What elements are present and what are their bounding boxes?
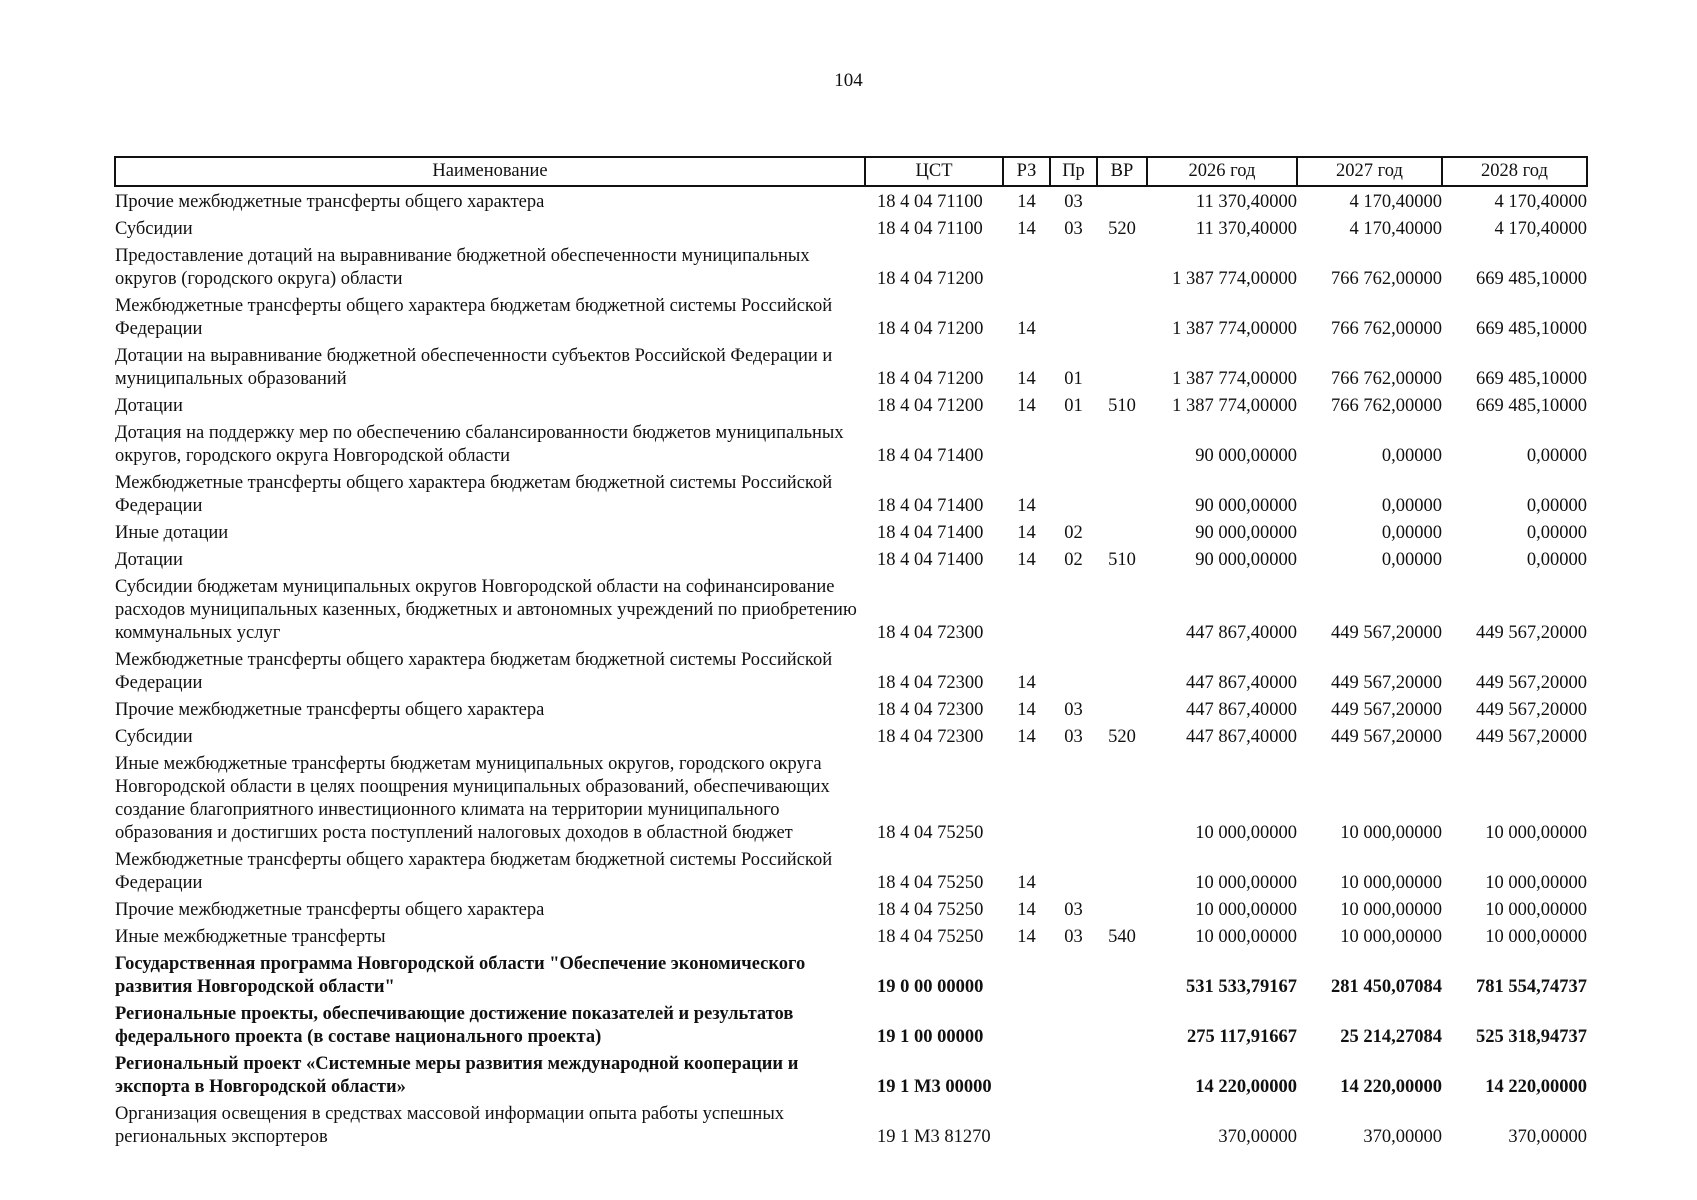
row-value-2028: 669 485,10000 [1476, 269, 1587, 289]
row-value-2027: 0,00000 [1381, 523, 1442, 543]
row-value-2027: 10 000,00000 [1340, 927, 1442, 947]
row-pr [1050, 572, 1097, 645]
table-row [115, 949, 1587, 999]
row-value-2028: 4 170,40000 [1494, 192, 1587, 212]
row-value-2027: 766 762,00000 [1331, 319, 1442, 339]
row-rz: 14 [1017, 369, 1036, 389]
row-value-2026: 531 533,79167 [1186, 977, 1297, 997]
table-row [115, 391, 1587, 418]
row-pr: 03 [1064, 192, 1083, 212]
row-cst: 18 4 04 71400 [877, 550, 984, 570]
row-value-2026: 447 867,40000 [1186, 623, 1297, 643]
row-value-2027: 4 170,40000 [1349, 192, 1442, 212]
row-value-2026: 11 370,40000 [1195, 192, 1297, 212]
row-cst: 19 1 М3 81270 [877, 1127, 991, 1147]
row-pr [1050, 468, 1097, 518]
row-value-2027: 10 000,00000 [1340, 873, 1442, 893]
row-name: Субсидии [115, 219, 193, 239]
table-row [115, 572, 1587, 645]
row-name: Дотации на выравнивание бюджетной обеспеченности субъектов Российской Федерации и муниципальных образований [115, 346, 833, 389]
row-pr [1050, 291, 1097, 341]
row-cst: 18 4 04 75250 [877, 823, 984, 843]
header-2026: 2026 год [1147, 157, 1297, 186]
row-vr [1097, 418, 1147, 468]
row-vr [1097, 572, 1147, 645]
row-vr [1097, 186, 1147, 214]
row-value-2027: 281 450,07084 [1331, 977, 1442, 997]
row-value-2026: 1 387 774,00000 [1172, 319, 1297, 339]
row-rz [1003, 749, 1050, 845]
row-value-2028: 10 000,00000 [1485, 823, 1587, 843]
row-name: Прочие межбюджетные трансферты общего характера [115, 192, 545, 212]
row-value-2027: 370,00000 [1363, 1127, 1442, 1147]
table-row [115, 722, 1587, 749]
row-value-2027: 449 567,20000 [1331, 727, 1442, 747]
row-value-2028: 0,00000 [1526, 446, 1587, 466]
row-value-2026: 10 000,00000 [1195, 927, 1297, 947]
row-value-2026: 10 000,00000 [1195, 823, 1297, 843]
row-pr [1050, 999, 1097, 1049]
row-name: Межбюджетные трансферты общего характера бюджетам бюджетной системы Российской Федерации [115, 650, 833, 693]
row-pr [1050, 949, 1097, 999]
row-name: Дотация на поддержку мер по обеспечению сбалансированности бюджетов муниципальных округов, городского округа Новгородской области [115, 423, 844, 466]
table-row [115, 845, 1587, 895]
row-rz: 14 [1017, 873, 1036, 893]
row-cst: 18 4 04 71400 [877, 523, 984, 543]
row-cst: 18 4 04 71200 [877, 396, 984, 416]
row-value-2028: 525 318,94737 [1476, 1027, 1587, 1047]
row-value-2027: 14 220,00000 [1340, 1077, 1442, 1097]
row-value-2027: 766 762,00000 [1331, 369, 1442, 389]
row-value-2026: 10 000,00000 [1195, 873, 1297, 893]
row-cst: 18 4 04 71200 [877, 269, 984, 289]
row-vr [1097, 749, 1147, 845]
row-rz [1003, 1099, 1050, 1149]
row-value-2027: 25 214,27084 [1340, 1027, 1442, 1047]
row-cst: 18 4 04 72300 [877, 727, 984, 747]
row-pr: 02 [1064, 523, 1083, 543]
row-vr: 510 [1108, 550, 1136, 570]
row-pr: 03 [1064, 219, 1083, 239]
row-vr [1097, 241, 1147, 291]
table-row [115, 695, 1587, 722]
row-pr: 03 [1064, 900, 1083, 920]
row-value-2028: 0,00000 [1526, 550, 1587, 570]
page-number: 104 [834, 70, 863, 91]
header-rz: РЗ [1003, 157, 1050, 186]
header-name: Наименование [115, 157, 865, 186]
table-row [115, 341, 1587, 391]
row-value-2027: 0,00000 [1381, 446, 1442, 466]
row-name: Дотации [115, 396, 183, 416]
row-rz: 14 [1017, 727, 1036, 747]
table-row [115, 241, 1587, 291]
table-row [115, 545, 1587, 572]
row-pr: 01 [1064, 369, 1083, 389]
row-value-2028: 449 567,20000 [1476, 727, 1587, 747]
row-pr [1050, 1049, 1097, 1099]
row-rz: 14 [1017, 700, 1036, 720]
table-row [115, 749, 1587, 845]
row-cst: 18 4 04 71100 [877, 219, 983, 239]
row-value-2026: 447 867,40000 [1186, 727, 1297, 747]
row-vr: 520 [1108, 219, 1136, 239]
row-value-2026: 447 867,40000 [1186, 700, 1297, 720]
row-pr: 01 [1064, 396, 1083, 416]
row-cst: 18 4 04 71400 [877, 446, 984, 466]
row-cst: 19 1 00 00000 [877, 1027, 984, 1047]
row-vr [1097, 695, 1147, 722]
row-value-2027: 449 567,20000 [1331, 673, 1442, 693]
row-value-2028: 669 485,10000 [1476, 369, 1587, 389]
row-value-2027: 0,00000 [1381, 496, 1442, 516]
row-value-2026: 447 867,40000 [1186, 673, 1297, 693]
row-pr: 03 [1064, 700, 1083, 720]
row-rz: 14 [1017, 900, 1036, 920]
table-row [115, 468, 1587, 518]
row-value-2028: 669 485,10000 [1476, 319, 1587, 339]
header-2027: 2027 год [1297, 157, 1442, 186]
row-name: Государственная программа Новгородской области "Обеспечение экономического развития Новгородской области" [115, 954, 806, 997]
table-row [115, 1049, 1587, 1099]
table-row [115, 895, 1587, 922]
budget-table [114, 156, 1588, 1149]
table-row [115, 1099, 1587, 1149]
row-rz: 14 [1017, 496, 1036, 516]
table-header [115, 157, 1587, 186]
row-pr [1050, 418, 1097, 468]
header-cst: ЦСТ [865, 157, 1003, 186]
row-name: Межбюджетные трансферты общего характера бюджетам бюджетной системы Российской Федерации [115, 473, 833, 516]
row-rz [1003, 418, 1050, 468]
row-cst: 19 1 М3 00000 [877, 1077, 992, 1097]
table-row [115, 518, 1587, 545]
table-row [115, 214, 1587, 241]
row-rz: 14 [1017, 319, 1036, 339]
row-value-2028: 449 567,20000 [1476, 673, 1587, 693]
row-cst: 18 4 04 72300 [877, 673, 984, 693]
row-vr [1097, 845, 1147, 895]
row-rz: 14 [1017, 927, 1036, 947]
row-value-2028: 449 567,20000 [1476, 623, 1587, 643]
row-name: Региональные проекты, обеспечивающие достижение показателей и результатов федерального проекта (в составе национального проекта) [115, 1004, 794, 1047]
row-name: Субсидии бюджетам муниципальных округов Новгородской области на софинансирование расходов муниципальных казенных, бюджетных и автономных учреждений по приобретению коммунальных услуг [115, 577, 857, 643]
row-value-2028: 669 485,10000 [1476, 396, 1587, 416]
row-vr [1097, 468, 1147, 518]
row-vr [1097, 1099, 1147, 1149]
row-name: Предоставление дотаций на выравнивание бюджетной обеспеченности муниципальных округов (городского округа) области [115, 246, 810, 289]
row-pr [1050, 645, 1097, 695]
row-value-2026: 275 117,91667 [1187, 1027, 1297, 1047]
row-value-2027: 0,00000 [1381, 550, 1442, 570]
row-cst: 18 4 04 72300 [877, 700, 984, 720]
row-value-2028: 370,00000 [1508, 1127, 1587, 1147]
row-value-2026: 90 000,00000 [1195, 496, 1297, 516]
row-value-2028: 10 000,00000 [1485, 927, 1587, 947]
row-vr [1097, 518, 1147, 545]
row-value-2026: 11 370,40000 [1195, 219, 1297, 239]
row-rz [1003, 999, 1050, 1049]
header-2028: 2028 год [1442, 157, 1587, 186]
row-pr [1050, 1099, 1097, 1149]
row-cst: 18 4 04 71200 [877, 319, 984, 339]
table-row [115, 999, 1587, 1049]
row-cst: 18 4 04 71100 [877, 192, 983, 212]
row-vr: 510 [1108, 396, 1136, 416]
row-pr: 03 [1064, 727, 1083, 747]
row-name: Организация освещения в средствах массовой информации опыта работы успешных региональных экспортеров [115, 1104, 785, 1147]
row-value-2028: 0,00000 [1526, 523, 1587, 543]
row-vr: 520 [1108, 727, 1136, 747]
row-name: Межбюджетные трансферты общего характера бюджетам бюджетной системы Российской Федерации [115, 850, 833, 893]
row-value-2026: 10 000,00000 [1195, 900, 1297, 920]
row-cst: 18 4 04 72300 [877, 623, 984, 643]
row-vr [1097, 949, 1147, 999]
header-pr: Пр [1050, 157, 1097, 186]
row-vr [1097, 645, 1147, 695]
table-row [115, 922, 1587, 949]
row-name: Иные межбюджетные трансферты бюджетам муниципальных округов, городского округа Новгородской области в целях поощрения муниципальных образований, обеспечивающих создание благоприятного инвестиционного климата на территории муниципального образования и достигших роста поступлений налоговых доходов в областной бюджет [115, 754, 830, 843]
row-value-2026: 14 220,00000 [1195, 1077, 1297, 1097]
table-row [115, 186, 1587, 214]
row-cst: 19 0 00 00000 [877, 977, 984, 997]
row-name: Иные межбюджетные трансферты [115, 927, 386, 947]
row-rz [1003, 1049, 1050, 1099]
row-vr [1097, 999, 1147, 1049]
row-value-2028: 14 220,00000 [1485, 1077, 1587, 1097]
row-value-2027: 10 000,00000 [1340, 823, 1442, 843]
row-rz: 14 [1017, 673, 1036, 693]
row-name: Дотации [115, 550, 183, 570]
row-value-2028: 0,00000 [1526, 496, 1587, 516]
row-value-2028: 4 170,40000 [1494, 219, 1587, 239]
row-rz: 14 [1017, 523, 1036, 543]
row-vr [1097, 1049, 1147, 1099]
row-value-2026: 90 000,00000 [1195, 550, 1297, 570]
row-value-2027: 4 170,40000 [1349, 219, 1442, 239]
row-name: Межбюджетные трансферты общего характера бюджетам бюджетной системы Российской Федерации [115, 296, 833, 339]
row-value-2028: 10 000,00000 [1485, 900, 1587, 920]
row-vr [1097, 895, 1147, 922]
row-value-2028: 449 567,20000 [1476, 700, 1587, 720]
row-name: Прочие межбюджетные трансферты общего характера [115, 900, 545, 920]
row-value-2026: 1 387 774,00000 [1172, 269, 1297, 289]
row-pr [1050, 749, 1097, 845]
table-body [115, 186, 1587, 1149]
row-vr [1097, 341, 1147, 391]
row-rz: 14 [1017, 219, 1036, 239]
row-name: Иные дотации [115, 523, 229, 543]
row-rz [1003, 572, 1050, 645]
row-value-2027: 449 567,20000 [1331, 700, 1442, 720]
row-cst: 18 4 04 71200 [877, 369, 984, 389]
row-value-2028: 781 554,74737 [1476, 977, 1587, 997]
row-name: Прочие межбюджетные трансферты общего характера [115, 700, 545, 720]
row-value-2026: 1 387 774,00000 [1172, 369, 1297, 389]
row-rz: 14 [1017, 550, 1036, 570]
header-vr: ВР [1097, 157, 1147, 186]
table-row [115, 291, 1587, 341]
row-value-2026: 90 000,00000 [1195, 523, 1297, 543]
row-pr [1050, 845, 1097, 895]
row-cst: 18 4 04 75250 [877, 927, 984, 947]
row-rz [1003, 949, 1050, 999]
row-pr [1050, 241, 1097, 291]
row-rz: 14 [1017, 396, 1036, 416]
row-cst: 18 4 04 71400 [877, 496, 984, 516]
row-name: Субсидии [115, 727, 193, 747]
row-pr: 02 [1064, 550, 1083, 570]
row-cst: 18 4 04 75250 [877, 900, 984, 920]
row-name: Региональный проект «Системные меры развития международной кооперации и экспорта в Новгородской области» [115, 1054, 799, 1097]
row-value-2027: 10 000,00000 [1340, 900, 1442, 920]
row-value-2027: 766 762,00000 [1331, 269, 1442, 289]
table-row [115, 418, 1587, 468]
row-value-2026: 90 000,00000 [1195, 446, 1297, 466]
row-value-2027: 449 567,20000 [1331, 623, 1442, 643]
table-row [115, 645, 1587, 695]
row-vr [1097, 291, 1147, 341]
row-pr: 03 [1064, 927, 1083, 947]
row-cst: 18 4 04 75250 [877, 873, 984, 893]
row-vr: 540 [1108, 927, 1136, 947]
row-value-2028: 10 000,00000 [1485, 873, 1587, 893]
row-value-2026: 370,00000 [1218, 1127, 1297, 1147]
row-value-2026: 1 387 774,00000 [1172, 396, 1297, 416]
row-rz: 14 [1017, 192, 1036, 212]
row-value-2027: 766 762,00000 [1331, 396, 1442, 416]
row-rz [1003, 241, 1050, 291]
